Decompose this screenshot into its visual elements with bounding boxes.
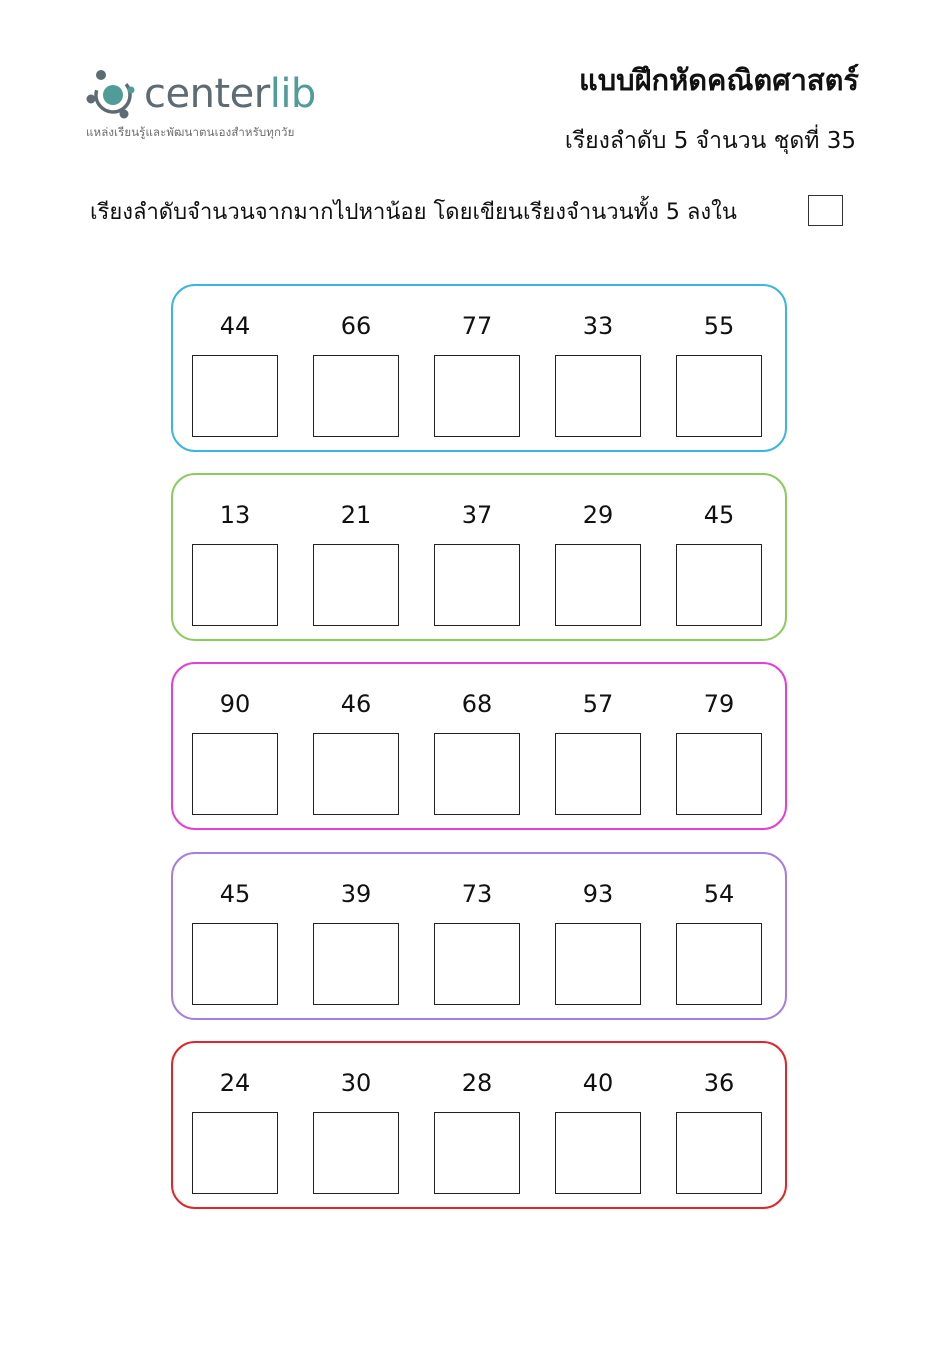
answer-box[interactable] <box>676 733 762 815</box>
logo-word-lib: lib <box>269 71 316 117</box>
number-cell <box>313 1043 399 1211</box>
answer-box[interactable] <box>313 733 399 815</box>
number-cell <box>555 854 641 1022</box>
answer-box[interactable] <box>313 923 399 1005</box>
number-label: 73 <box>461 880 493 908</box>
number-cell <box>434 854 520 1022</box>
answer-box[interactable] <box>192 544 278 626</box>
worksheet-title: แบบฝึกหัดคณิตศาสตร์ <box>579 63 859 97</box>
number-label: 44 <box>219 312 251 340</box>
number-label: 77 <box>461 312 493 340</box>
number-cell <box>555 1043 641 1211</box>
number-label: 93 <box>582 880 614 908</box>
answer-box[interactable] <box>555 355 641 437</box>
number-label: 57 <box>582 690 614 718</box>
answer-box[interactable] <box>676 923 762 1005</box>
number-label: 66 <box>340 312 372 340</box>
answer-box[interactable] <box>434 733 520 815</box>
number-cell <box>676 664 762 832</box>
number-cell <box>313 854 399 1022</box>
number-group-1 <box>171 284 787 452</box>
number-cell <box>676 286 762 454</box>
answer-box[interactable] <box>434 355 520 437</box>
number-label: 54 <box>703 880 735 908</box>
worksheet-subtitle: เรียงลำดับ 5 จำนวน ชุดที่ 35 <box>564 128 856 154</box>
number-label: 37 <box>461 501 493 529</box>
number-cell <box>192 475 278 643</box>
answer-box[interactable] <box>555 1112 641 1194</box>
number-label: 30 <box>340 1069 372 1097</box>
centerlib-logo <box>84 66 354 146</box>
number-label: 79 <box>703 690 735 718</box>
answer-box[interactable] <box>313 544 399 626</box>
number-cell <box>555 664 641 832</box>
logo-wordmark <box>144 68 316 120</box>
answer-box[interactable] <box>676 1112 762 1194</box>
number-group-3 <box>171 662 787 830</box>
number-label: 90 <box>219 690 251 718</box>
answer-box[interactable] <box>313 1112 399 1194</box>
number-cell <box>676 1043 762 1211</box>
number-cell <box>313 286 399 454</box>
number-cell <box>555 475 641 643</box>
number-label: 29 <box>582 501 614 529</box>
number-cell <box>313 475 399 643</box>
number-cell <box>555 286 641 454</box>
answer-box[interactable] <box>313 355 399 437</box>
number-label: 68 <box>461 690 493 718</box>
answer-box[interactable] <box>434 923 520 1005</box>
number-label: 55 <box>703 312 735 340</box>
number-cell <box>192 1043 278 1211</box>
answer-box[interactable] <box>192 355 278 437</box>
logo-word-center: center <box>144 71 270 117</box>
number-label: 33 <box>582 312 614 340</box>
answer-box[interactable] <box>192 733 278 815</box>
number-label: 39 <box>340 880 372 908</box>
number-cell <box>192 854 278 1022</box>
number-cell <box>434 475 520 643</box>
number-cell <box>676 854 762 1022</box>
number-cell <box>192 664 278 832</box>
number-label: 24 <box>219 1069 251 1097</box>
answer-box[interactable] <box>555 733 641 815</box>
instruction-example-box <box>808 195 843 226</box>
answer-box[interactable] <box>555 544 641 626</box>
number-cell <box>676 475 762 643</box>
number-group-2 <box>171 473 787 641</box>
number-cell <box>192 286 278 454</box>
molecule-logo-icon <box>84 66 142 124</box>
number-cell <box>313 664 399 832</box>
number-label: 45 <box>703 501 735 529</box>
instruction-text: เรียงลำดับจำนวนจากมากไปหาน้อย โดยเขียนเรียงจำนวนทั้ง 5 ลงใน <box>90 200 737 225</box>
answer-box[interactable] <box>192 1112 278 1194</box>
number-label: 28 <box>461 1069 493 1097</box>
number-label: 21 <box>340 501 372 529</box>
answer-box[interactable] <box>192 923 278 1005</box>
number-label: 45 <box>219 880 251 908</box>
number-label: 46 <box>340 690 372 718</box>
number-group-5 <box>171 1041 787 1209</box>
number-label: 36 <box>703 1069 735 1097</box>
logo-tagline: แหล่งเรียนรู้และพัฒนาตนเองสำหรับทุกวัย <box>86 125 295 139</box>
answer-box[interactable] <box>676 544 762 626</box>
answer-box[interactable] <box>434 1112 520 1194</box>
answer-box[interactable] <box>555 923 641 1005</box>
answer-box[interactable] <box>676 355 762 437</box>
number-cell <box>434 1043 520 1211</box>
number-cell <box>434 286 520 454</box>
number-label: 13 <box>219 501 251 529</box>
number-group-4 <box>171 852 787 1020</box>
number-label: 40 <box>582 1069 614 1097</box>
number-cell <box>434 664 520 832</box>
answer-box[interactable] <box>434 544 520 626</box>
